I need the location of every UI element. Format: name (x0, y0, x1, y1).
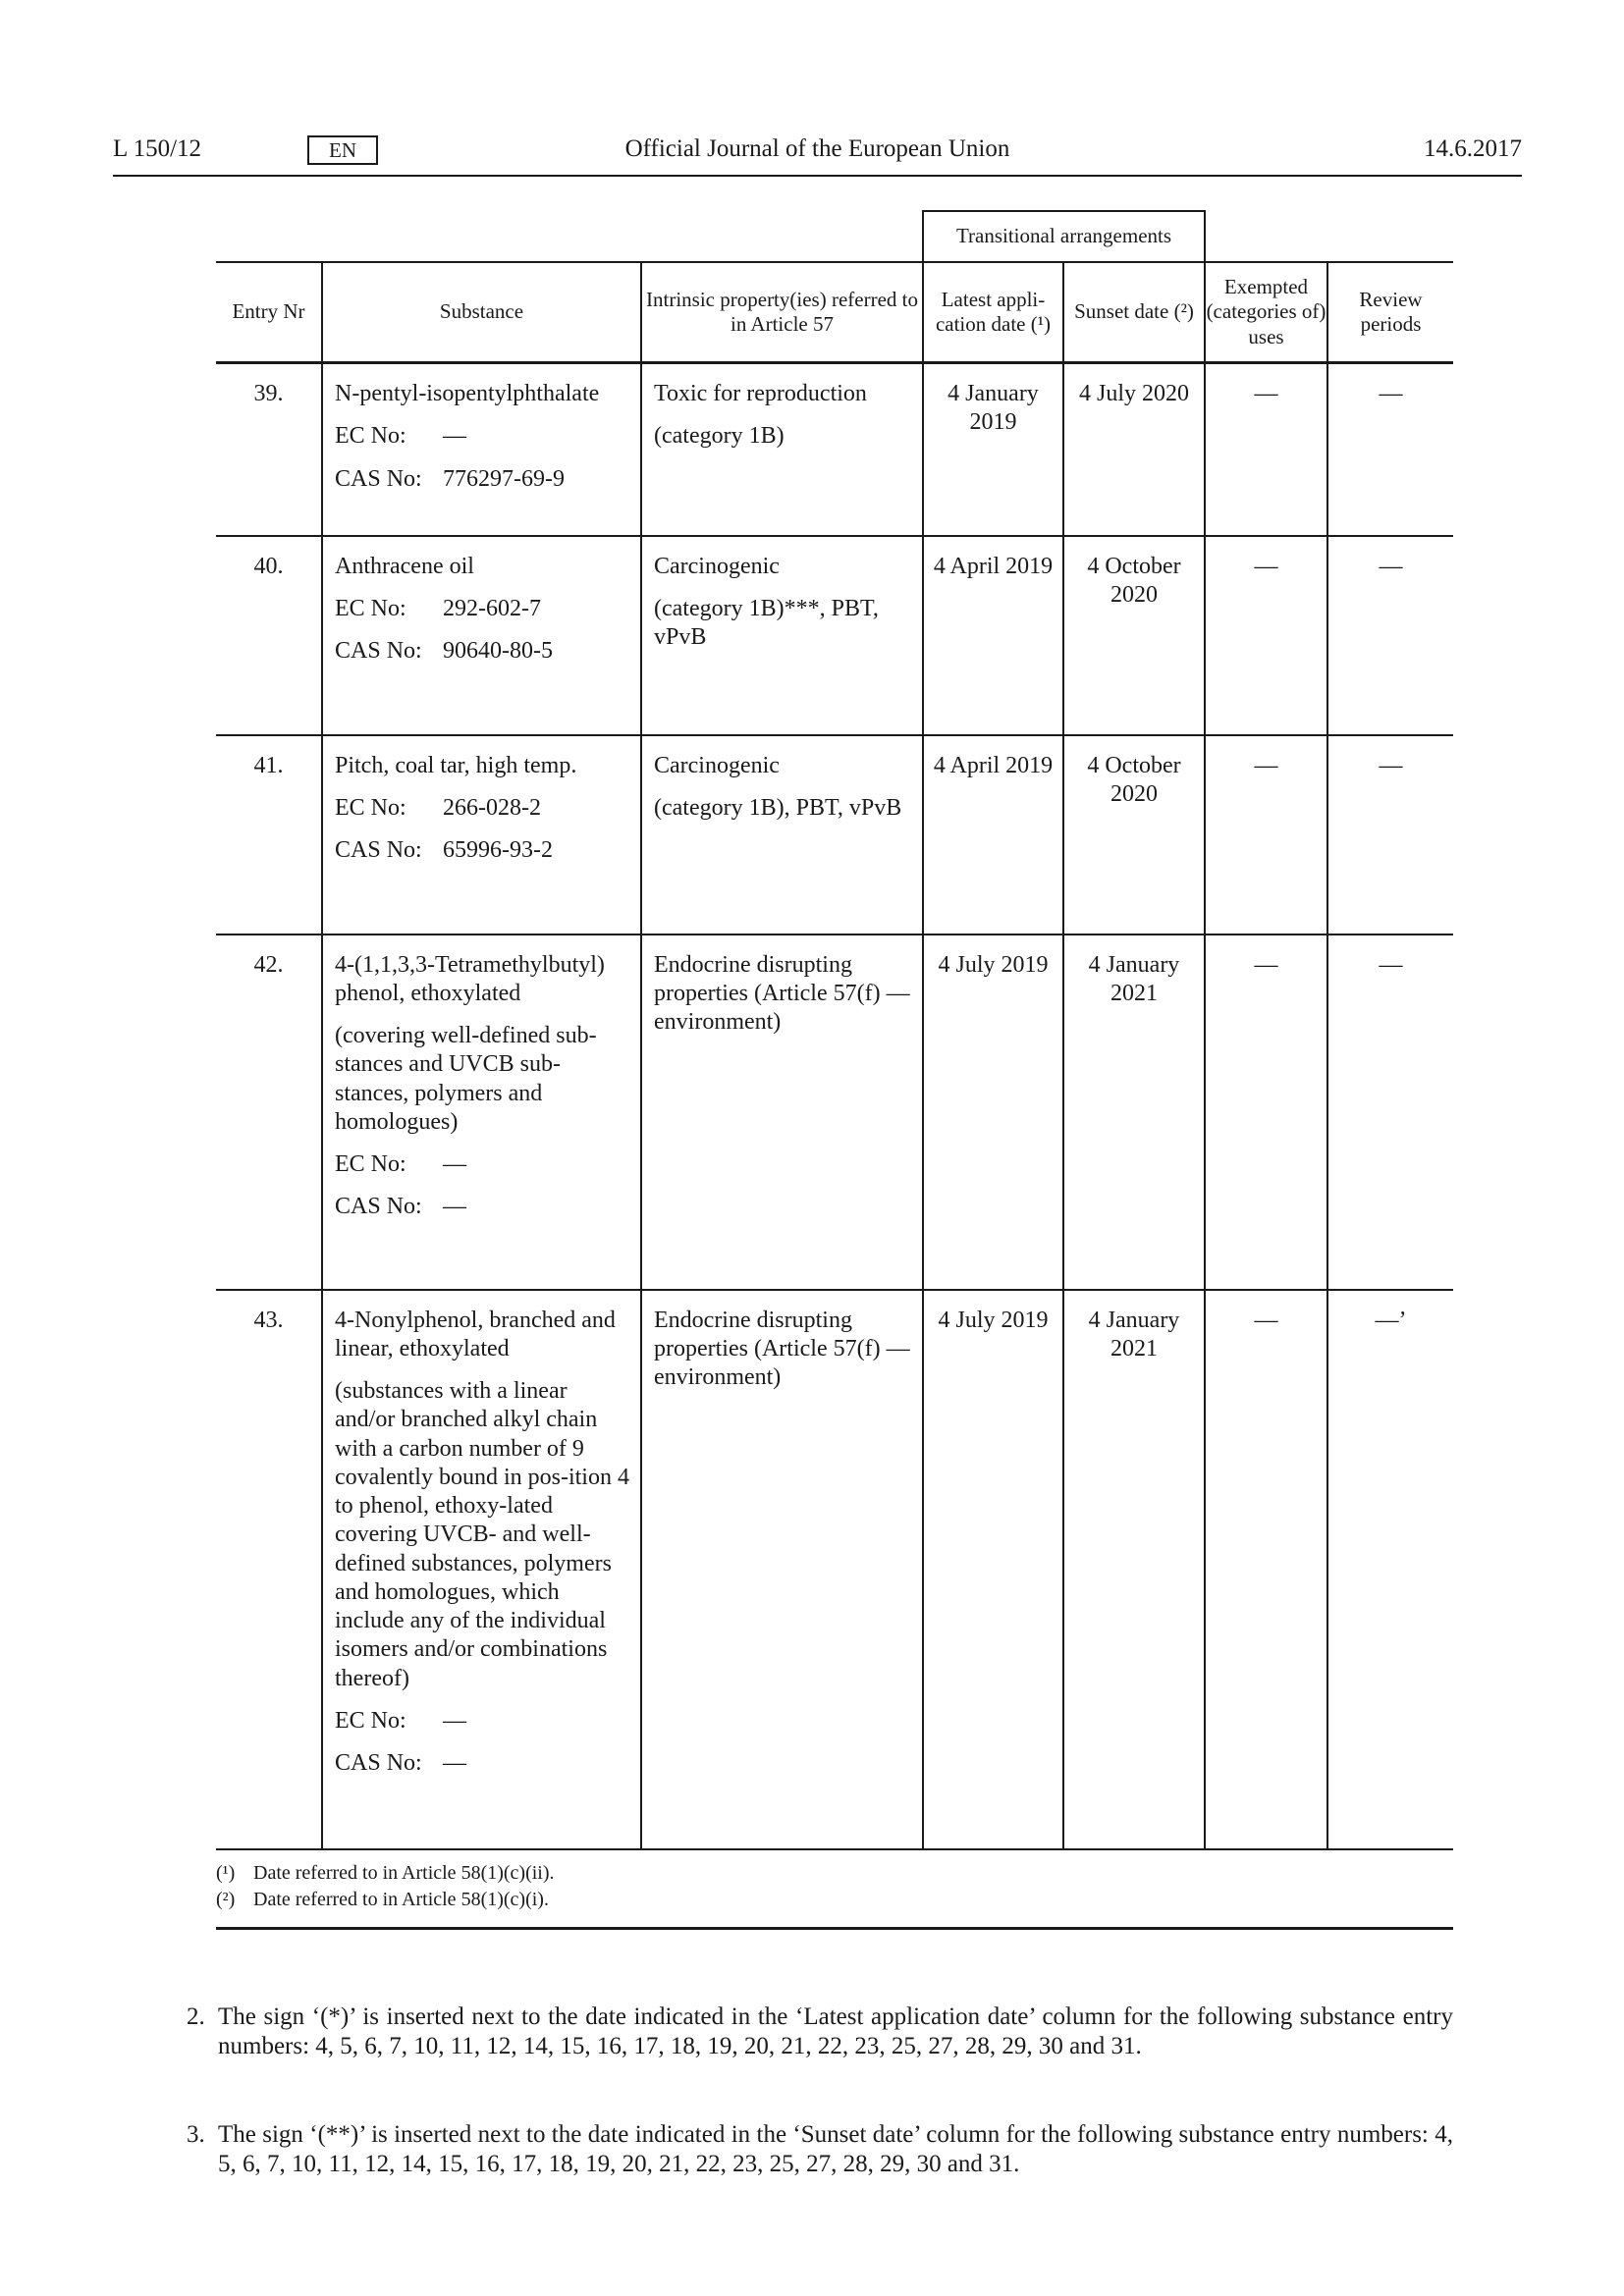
cas-label: CAS No: (335, 837, 422, 864)
ec-label: EC No: (335, 1151, 406, 1178)
table-row (216, 934, 1453, 1290)
sunset-date: 4 January 2021 (1063, 1290, 1205, 1849)
property-line: Endocrine disrupting properties (Article 57(f) — environment) (654, 951, 910, 1036)
col-exempted-uses: Exempted (categories of) uses (1205, 262, 1327, 363)
latest-application-date: 4 April 2019 (923, 735, 1063, 934)
substance-cell (322, 363, 641, 536)
property-cell (641, 536, 923, 735)
transitional-arrangements-header: Transitional arrangements (923, 211, 1205, 262)
language-badge: EN (307, 135, 378, 165)
review-periods: — (1327, 363, 1453, 536)
review-periods: —’ (1327, 1290, 1453, 1849)
journal-title: Official Journal of the European Union (624, 135, 1010, 162)
property-cell (641, 735, 923, 934)
paragraph-number: 3. (187, 2121, 205, 2148)
substance-name: Pitch, coal tar, high temp. (335, 752, 577, 778)
ec-number: 266-028-2 (443, 794, 541, 821)
entry-number: 39. (216, 363, 322, 536)
substance-name: 4-(1,1,3,3-Tetramethylbutyl) phenol, ethoxylated (335, 951, 605, 1006)
publication-date: 14.6.2017 (1424, 135, 1522, 162)
cas-label: CAS No: (335, 638, 422, 665)
latest-application-date: 4 April 2019 (923, 536, 1063, 735)
property-line: Toxic for reproduction (654, 381, 867, 406)
property-line: Carcinogenic (654, 752, 780, 778)
substance-cell (322, 536, 641, 735)
table-row (216, 735, 1453, 934)
substance-name: Anthracene oil (335, 553, 474, 579)
property-cell (641, 934, 923, 1290)
review-periods: — (1327, 735, 1453, 934)
cas-label: CAS No: (335, 1194, 422, 1220)
table-row (216, 536, 1453, 735)
ec-number: — (443, 1707, 466, 1734)
exempted-uses: — (1205, 735, 1327, 934)
substance-description: (substances with a linear and/or branched alkyl chain with a carbon number of 9 covalently bound in pos-ition 4 to phenol, ethoxy-lated covering UVCB- and well-defined substances, polymers and homologues, which include any of the individual isomers and/or combinations thereof) (335, 1378, 629, 1691)
ec-number: — (443, 423, 466, 450)
table-header-row (216, 262, 1453, 363)
ec-number: 292-602-7 (443, 595, 541, 621)
sunset-date: 4 January 2021 (1063, 934, 1205, 1290)
sunset-date: 4 October 2020 (1063, 735, 1205, 934)
footnote (216, 1887, 1453, 1913)
cas-label: CAS No: (335, 465, 422, 492)
paragraph-text: The sign ‘(**)’ is inserted next to the date indicated in the ‘Sunset date’ column for the following substance entry numbers: 4, 5, 6, 7, 10, 11, 12, 14, 15, 16, 17, 18, 19, 20, 21, 22, 23, 25, 27, 28, 29, 30 and 31. (218, 2121, 1453, 2177)
cas-number: 65996-93-2 (443, 837, 553, 864)
substance-cell (322, 934, 641, 1290)
ec-label: EC No: (335, 595, 406, 621)
paragraph-number: 2. (187, 2003, 205, 2030)
footnote-mark: (¹) (216, 1861, 236, 1884)
ec-label: EC No: (335, 423, 406, 450)
col-sunset-date: Sunset date (²) (1063, 262, 1205, 363)
substance-cell (322, 1290, 641, 1849)
property-line: Carcinogenic (654, 553, 780, 579)
property-cell (641, 1290, 923, 1849)
property-line: Endocrine disrupting properties (Article 57(f) — environment) (654, 1307, 910, 1391)
footnote-text: Date referred to in Article 58(1)(c)(ii). (253, 1861, 555, 1884)
amendment-paragraph (187, 2120, 1453, 2179)
cas-number: 776297-69-9 (443, 465, 565, 492)
exempted-uses: — (1205, 363, 1327, 536)
substance-name: N-pentyl-isopentylphthalate (335, 381, 600, 406)
latest-application-date: 4 January 2019 (923, 363, 1063, 536)
exempted-uses: — (1205, 536, 1327, 735)
entry-number: 43. (216, 1290, 322, 1849)
table-row (216, 363, 1453, 536)
col-substance: Substance (322, 262, 641, 363)
property-line: (category 1B)***, PBT, vPvB (654, 595, 879, 651)
table-footnotes (216, 1849, 1453, 1929)
entry-number: 41. (216, 735, 322, 934)
col-property: Intrinsic property(ies) referred to in Article 57 (641, 262, 923, 363)
review-periods: — (1327, 536, 1453, 735)
cas-label: CAS No: (335, 1750, 422, 1777)
latest-application-date: 4 July 2019 (923, 934, 1063, 1290)
entry-number: 42. (216, 934, 322, 1290)
property-cell (641, 363, 923, 536)
sunset-date: 4 July 2020 (1063, 363, 1205, 536)
cas-number: 90640-80-5 (443, 638, 553, 665)
substance-name: 4-Nonylphenol, branched and linear, ethoxylated (335, 1307, 616, 1362)
page-reference: L 150/12 (113, 135, 202, 162)
ec-label: EC No: (335, 794, 406, 821)
substance-cell (322, 735, 641, 934)
property-line: (category 1B), PBT, vPvB (654, 794, 902, 821)
latest-application-date: 4 July 2019 (923, 1290, 1063, 1849)
substance-table (216, 210, 1453, 1930)
cas-number: — (443, 1194, 466, 1220)
col-review-periods: Review periods (1327, 262, 1453, 363)
paragraph-text: The sign ‘(*)’ is inserted next to the date indicated in the ‘Latest application date’ column for the following substance entry numbers: 4, 5, 6, 7, 10, 11, 12, 14, 15, 16, 17, 18, 19, 20, 21, 22, 23, 25, 27, 28, 29, 30 and 31. (218, 2003, 1453, 2059)
property-line: (category 1B) (654, 423, 785, 450)
col-latest-application-date: Latest appli-cation date (¹) (923, 262, 1063, 363)
substance-description: (covering well-defined sub-stances and UVCB sub-stances, polymers and homologues) (335, 1023, 597, 1135)
footnote-mark: (²) (216, 1888, 236, 1910)
ec-label: EC No: (335, 1707, 406, 1734)
review-periods: — (1327, 934, 1453, 1290)
exempted-uses: — (1205, 934, 1327, 1290)
sunset-date: 4 October 2020 (1063, 536, 1205, 735)
journal-header (113, 132, 1522, 177)
entry-number: 40. (216, 536, 322, 735)
exempted-uses: — (1205, 1290, 1327, 1849)
amendment-paragraph (187, 2002, 1453, 2061)
ec-number: — (443, 1151, 466, 1178)
footnote-text: Date referred to in Article 58(1)(c)(i). (253, 1888, 549, 1910)
col-entry-nr: Entry Nr (216, 262, 322, 363)
footnote (216, 1860, 1453, 1887)
table-row (216, 1290, 1453, 1849)
cas-number: — (443, 1750, 466, 1777)
